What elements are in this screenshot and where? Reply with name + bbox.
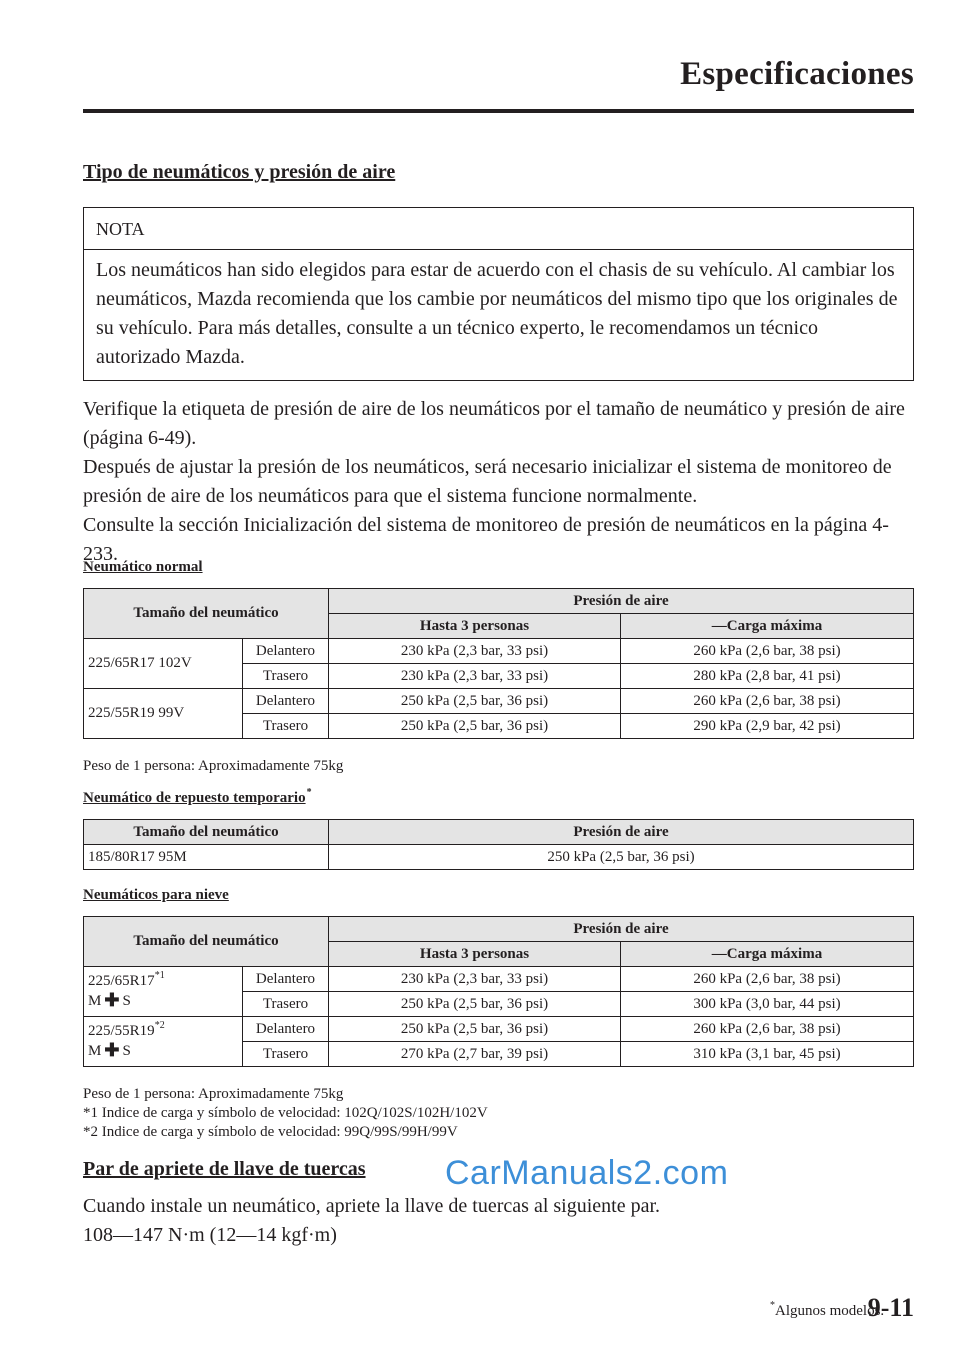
spare-tire-table bbox=[83, 819, 914, 870]
position-cell: Delantero bbox=[243, 639, 329, 664]
ms-s: S bbox=[122, 1043, 131, 1059]
ms-m: M bbox=[88, 1043, 102, 1059]
pressure-cell: 250 kPa (2,5 bar, 36 psi) bbox=[329, 992, 621, 1017]
pressure-cell: 260 kPa (2,6 bar, 38 psi) bbox=[621, 1017, 914, 1042]
mud-snow-plus-icon: ✚ bbox=[104, 1040, 120, 1060]
pressure-cell: 260 kPa (2,6 bar, 38 psi) bbox=[621, 967, 914, 992]
header-up-to-3: Hasta 3 personas bbox=[329, 942, 621, 967]
section-title-tire-pressure: Tipo de neumáticos y presión de aire bbox=[83, 161, 396, 183]
header-rule bbox=[83, 109, 914, 113]
position-cell: Delantero bbox=[243, 967, 329, 992]
table-row bbox=[84, 639, 914, 664]
header-tire-size: Tamaño del neumático bbox=[84, 589, 329, 639]
pressure-cell: 230 kPa (2,3 bar, 33 psi) bbox=[329, 639, 621, 664]
mud-snow-plus-icon: ✚ bbox=[104, 990, 120, 1010]
snow-footnote-1: *1 Indice de carga y símbolo de velocidad: 102Q/102S/102H/102V bbox=[83, 1105, 488, 1121]
tire-size-cell: 225/65R17 102V bbox=[84, 639, 243, 689]
pressure-cell: 260 kPa (2,6 bar, 38 psi) bbox=[621, 639, 914, 664]
header-tire-size: Tamaño del neumático bbox=[84, 917, 329, 967]
pressure-cell: 230 kPa (2,3 bar, 33 psi) bbox=[329, 664, 621, 689]
header-max-load: ―Carga máxima bbox=[621, 614, 914, 639]
heading-snow-tire: Neumáticos para nieve bbox=[83, 887, 229, 903]
snow-tire-table bbox=[83, 916, 914, 1067]
pressure-cell: 230 kPa (2,3 bar, 33 psi) bbox=[329, 967, 621, 992]
position-cell: Trasero bbox=[243, 1042, 329, 1067]
watermark-logo: CarManuals2.com bbox=[445, 1154, 729, 1192]
tire-size-text: 225/55R19 bbox=[88, 1023, 155, 1039]
torque-instruction: Cuando instale un neumático, apriete la llave de tuercas al siguiente par. bbox=[83, 1195, 661, 1217]
tire-size-text: 225/65R17 bbox=[88, 973, 155, 989]
note-body: Los neumáticos han sido elegidos para estar de acuerdo con el chasis de su vehículo. Al cambiar los neumáticos, Mazda recomienda que los cambie por neumáticos del mismo tipo que los originales de su vehículo. Para más detalles, consulte a un técnico experto, le recomendamos un técnico autorizado Mazda. bbox=[96, 259, 898, 368]
snow-footnote-2: *2 Indice de carga y símbolo de velocidad: 99Q/99S/99H/99V bbox=[83, 1124, 458, 1140]
note-box bbox=[83, 207, 914, 381]
pressure-cell: 270 kPa (2,7 bar, 39 psi) bbox=[329, 1042, 621, 1067]
paragraph-initialize: Después de ajustar la presión de los neumáticos, será necesario inicializar el sistema de monitoreo de presión de aire de los neumáticos para que el sistema funcione normalmente. bbox=[83, 456, 892, 507]
header-tire-size: Tamaño del neumático bbox=[84, 820, 329, 845]
paragraph-check-label: Verifique la etiqueta de presión de aire de los neumáticos por el tamaño de neumático y presión de aire (página 6-49). bbox=[83, 398, 905, 449]
header-air-pressure: Presión de aire bbox=[329, 917, 914, 942]
position-cell: Delantero bbox=[243, 1017, 329, 1042]
table-row bbox=[84, 689, 914, 714]
torque-value: 108―147 N·m (12―14 kgf·m) bbox=[83, 1224, 337, 1246]
pressure-cell: 260 kPa (2,6 bar, 38 psi) bbox=[621, 689, 914, 714]
spare-heading-text: Neumático de repuesto temporario bbox=[83, 790, 306, 806]
position-cell: Trasero bbox=[243, 714, 329, 739]
pressure-cell: 250 kPa (2,5 bar, 36 psi) bbox=[329, 845, 914, 870]
ms-m: M bbox=[88, 993, 102, 1009]
heading-spare-tire: Neumático de repuesto temporario* bbox=[83, 787, 312, 806]
footer-note-text: Algunos modelos. bbox=[775, 1303, 885, 1319]
note-title: NOTA bbox=[84, 208, 913, 250]
tire-size-cell: 185/80R17 95M bbox=[84, 845, 329, 870]
header-air-pressure: Presión de aire bbox=[329, 820, 914, 845]
tire-size-cell bbox=[84, 1017, 243, 1067]
tire-size-cell: 225/55R19 99V bbox=[84, 689, 243, 739]
pressure-cell: 250 kPa (2,5 bar, 36 psi) bbox=[329, 714, 621, 739]
section-title-lug-torque: Par de apriete de llave de tuercas bbox=[83, 1158, 366, 1180]
footnote-marker: *2 bbox=[154, 1020, 165, 1031]
footnote-marker: *1 bbox=[154, 970, 165, 981]
header-air-pressure: Presión de aire bbox=[329, 589, 914, 614]
position-cell: Trasero bbox=[243, 992, 329, 1017]
page-header-title: Especificaciones bbox=[680, 56, 914, 92]
normal-tire-table bbox=[83, 588, 914, 739]
snow-footnote-weight: Peso de 1 persona: Aproximadamente 75kg bbox=[83, 1086, 344, 1102]
table-row bbox=[84, 845, 914, 870]
table-row bbox=[84, 1017, 914, 1042]
table-row bbox=[84, 967, 914, 992]
pressure-cell: 250 kPa (2,5 bar, 36 psi) bbox=[329, 1017, 621, 1042]
ms-s: S bbox=[122, 993, 131, 1009]
header-max-load: ―Carga máxima bbox=[621, 942, 914, 967]
star-marker: * bbox=[770, 1300, 775, 1311]
tire-size-cell bbox=[84, 967, 243, 1017]
pressure-cell: 300 kPa (3,0 bar, 44 psi) bbox=[621, 992, 914, 1017]
position-cell: Delantero bbox=[243, 689, 329, 714]
position-cell: Trasero bbox=[243, 664, 329, 689]
paragraph-consult: Consulte la sección Inicialización del sistema de monitoreo de presión de neumáticos en la página 4-233. bbox=[83, 514, 889, 565]
pressure-cell: 280 kPa (2,8 bar, 41 psi) bbox=[621, 664, 914, 689]
normal-footnote: Peso de 1 persona: Aproximadamente 75kg bbox=[83, 758, 344, 774]
header-up-to-3: Hasta 3 personas bbox=[329, 614, 621, 639]
page-number: 9-11 bbox=[867, 1293, 914, 1322]
pressure-cell: 250 kPa (2,5 bar, 36 psi) bbox=[329, 689, 621, 714]
pressure-cell: 290 kPa (2,9 bar, 42 psi) bbox=[621, 714, 914, 739]
heading-normal-tire: Neumático normal bbox=[83, 559, 203, 575]
pressure-cell: 310 kPa (3,1 bar, 45 psi) bbox=[621, 1042, 914, 1067]
